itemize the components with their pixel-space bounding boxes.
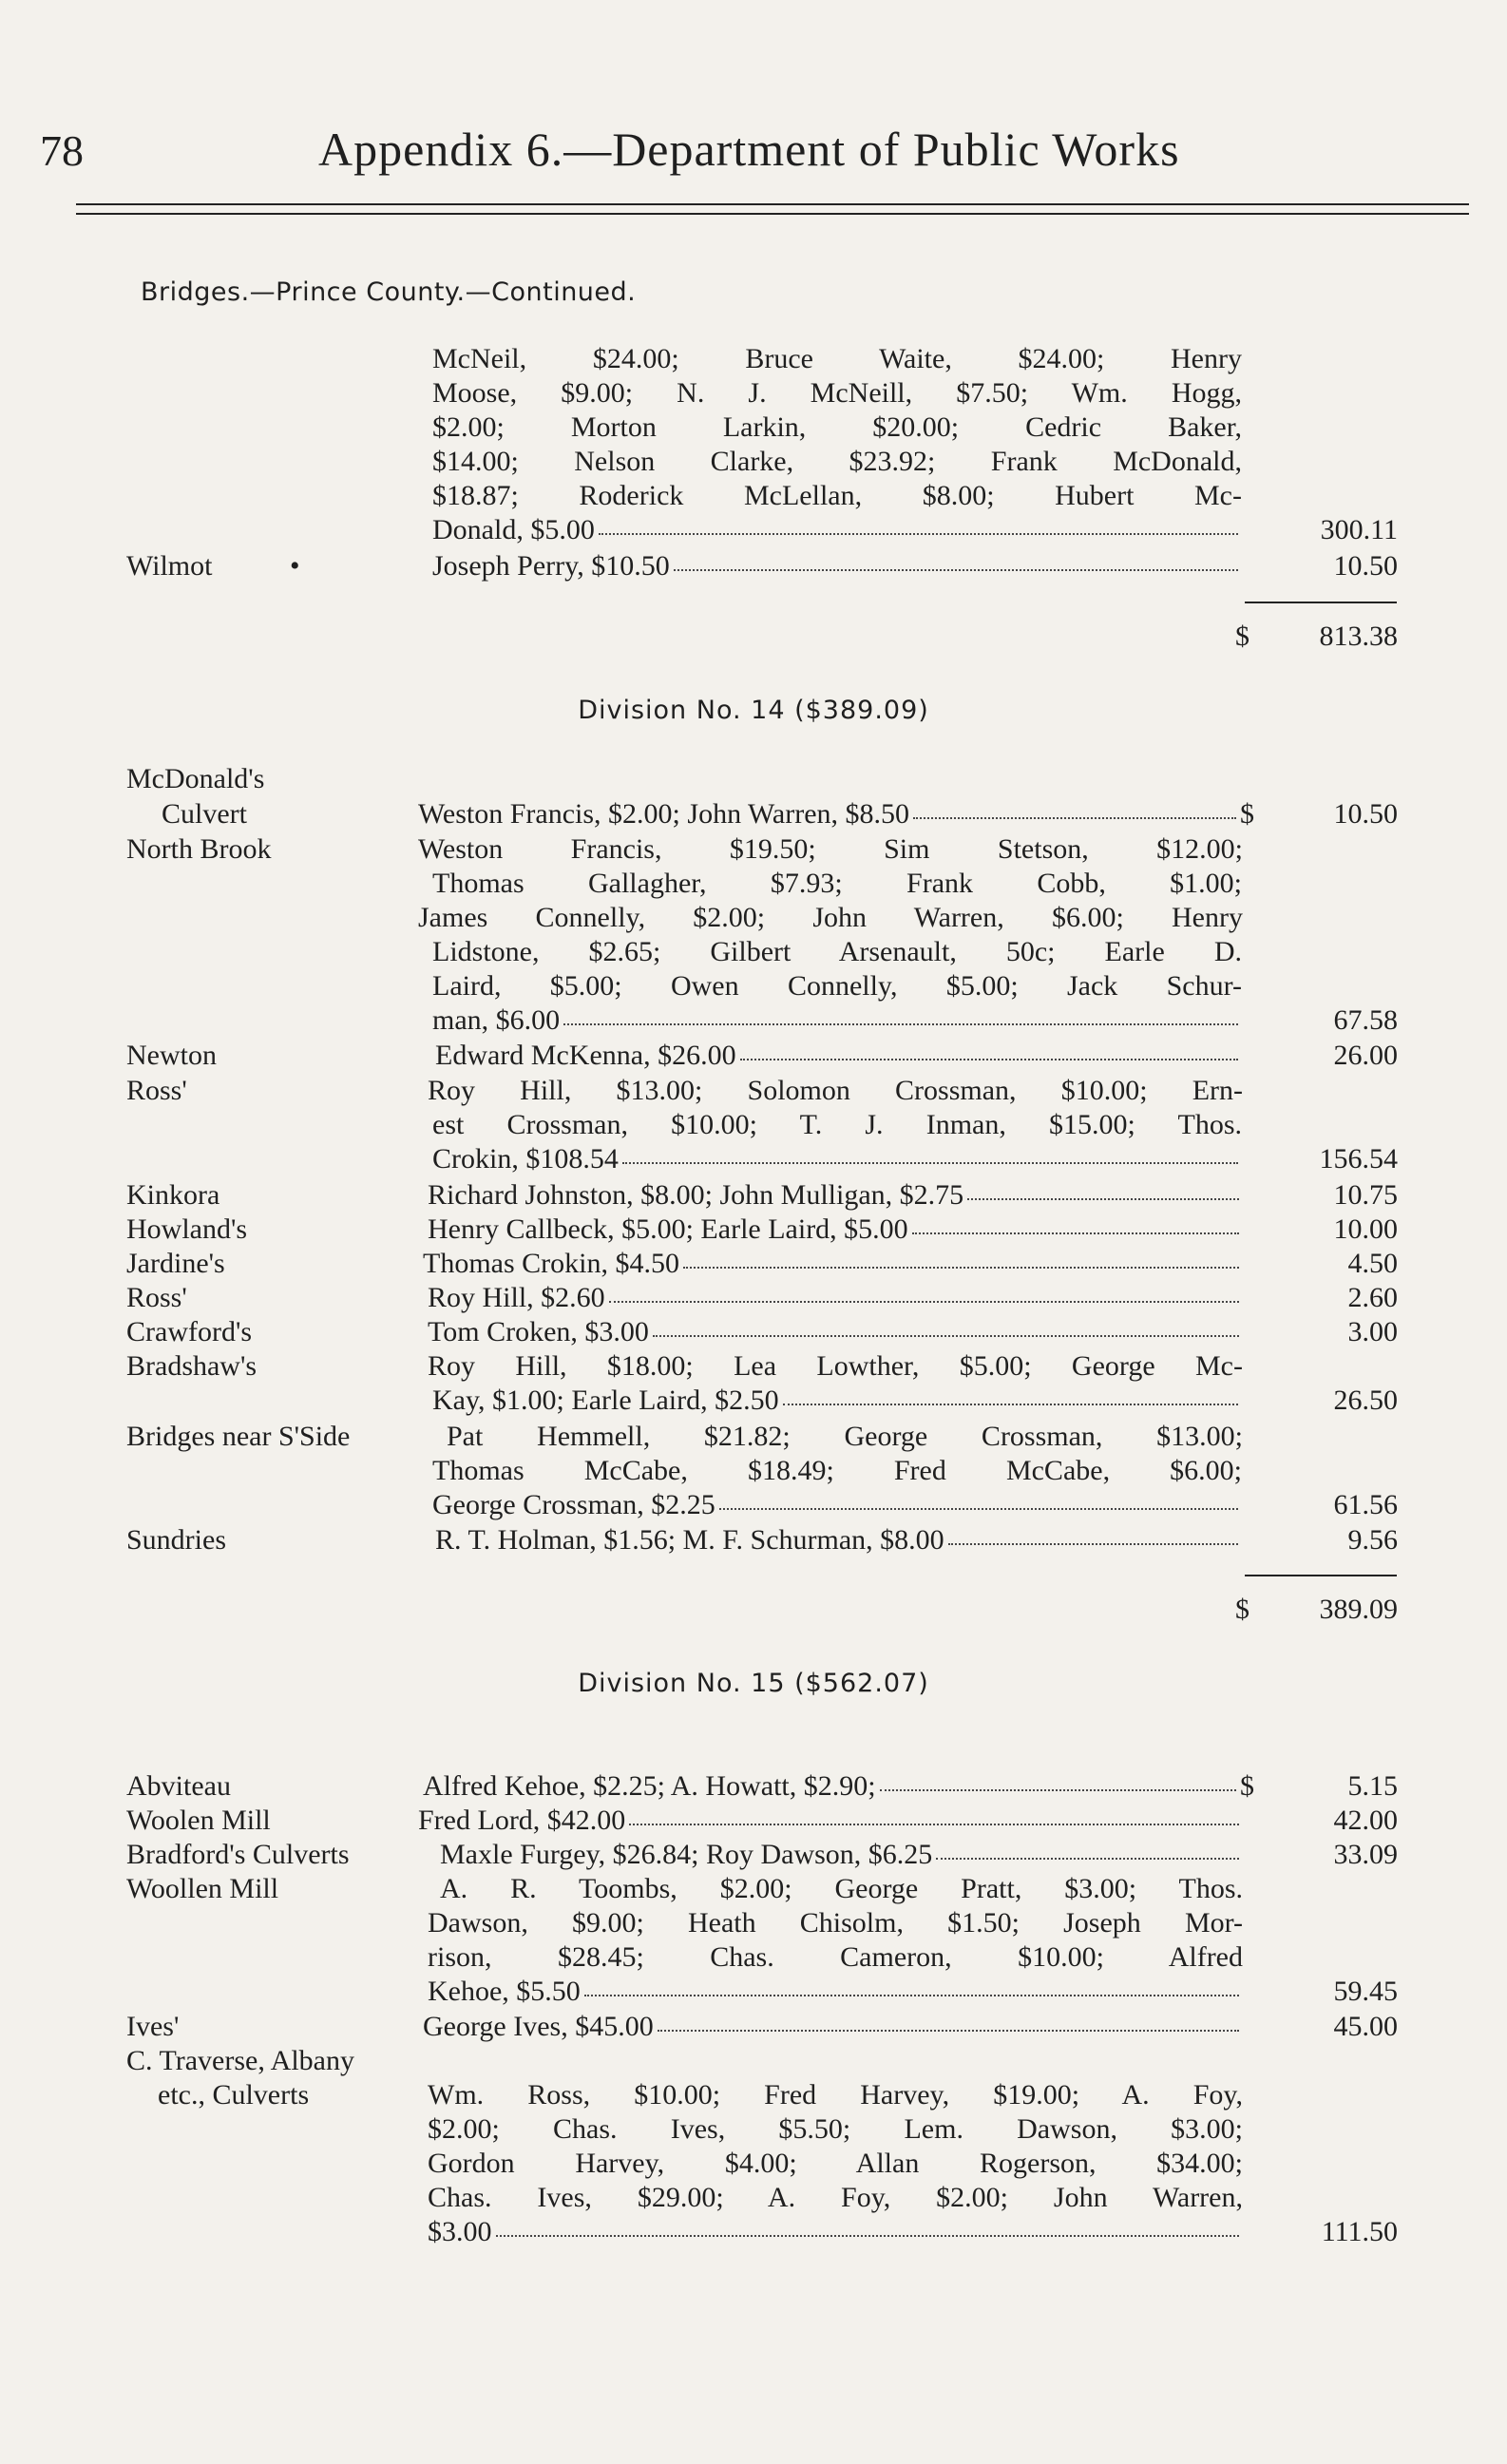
amount: 61.56 xyxy=(1333,1489,1398,1520)
amount: 42.00 xyxy=(1333,1805,1398,1836)
dot-leader xyxy=(563,1018,1238,1025)
location-label: Wilmot xyxy=(126,550,213,582)
location-label: Howland's xyxy=(126,1213,248,1245)
amount: 156.54 xyxy=(1319,1143,1398,1175)
location-label: Ross' xyxy=(126,1075,187,1106)
header-rule-bottom xyxy=(76,213,1469,215)
leader-line xyxy=(423,1247,1243,1281)
location-label: Kinkora xyxy=(126,1179,220,1211)
dot-leader xyxy=(629,1818,1239,1825)
leader-line xyxy=(440,1838,1243,1872)
dot-leader xyxy=(740,1053,1238,1060)
total-rule xyxy=(1245,602,1397,603)
text-line: Wm. Ross, $10.00; Fred Harvey, $19.00; A. Foy, xyxy=(428,2079,1243,2111)
leader-line xyxy=(435,1523,1242,1557)
text-line: Moose, $9.00; N. J. McNeill, $7.50; Wm. Hogg, xyxy=(432,377,1242,409)
text-line: rison, $28.45; Chas. Cameron, $10.00; Alfred xyxy=(428,1941,1243,1973)
dot-leader xyxy=(912,1227,1239,1234)
dot-leader xyxy=(496,2229,1240,2237)
amount: 5.15 xyxy=(1347,1770,1398,1802)
leader-text: Kay, $1.00; Earle Laird, $2.50 xyxy=(432,1385,779,1416)
leader-line xyxy=(428,1178,1243,1213)
text-line: Dawson, $9.00; Heath Chisolm, $1.50; Joseph Mor- xyxy=(428,1907,1243,1939)
dot-leader xyxy=(653,1329,1239,1337)
leader-text: Roy Hill, $2.60 xyxy=(428,1282,605,1313)
total-rule xyxy=(1245,1575,1397,1576)
location-label: etc., Culverts xyxy=(158,2079,310,2111)
dot-leader xyxy=(783,1398,1238,1405)
leader-text: Tom Croken, $3.00 xyxy=(428,1316,649,1347)
header-rule-top xyxy=(76,203,1469,205)
amount: 111.50 xyxy=(1321,2216,1398,2247)
leader-line xyxy=(418,1804,1243,1838)
amount: 10.50 xyxy=(1333,798,1398,830)
location-label: C. Traverse, Albany xyxy=(126,2045,354,2076)
leader-line xyxy=(428,1975,1243,2009)
dot-leader xyxy=(948,1538,1238,1545)
location-label: Abviteau xyxy=(126,1770,231,1802)
text-line: James Connelly, $2.00; John Warren, $6.00; Henry xyxy=(418,902,1243,933)
amount: 59.45 xyxy=(1333,1976,1398,2007)
location-label: Bradford's Culverts xyxy=(126,1839,350,1870)
text-line: Chas. Ives, $29.00; A. Foy, $2.00; John Warren, xyxy=(428,2182,1243,2213)
leader-text: Donald, $5.00 xyxy=(432,514,595,545)
dot-leader xyxy=(609,1295,1239,1303)
dot-leader xyxy=(584,1989,1239,1996)
text-line: Weston Francis, $19.50; Sim Stetson, $12.00; xyxy=(418,833,1243,865)
location-label: Woolen Mill xyxy=(126,1805,271,1836)
amount: 4.50 xyxy=(1347,1248,1398,1279)
amount: 10.00 xyxy=(1333,1213,1398,1245)
leader-line xyxy=(432,1003,1242,1038)
total-dollar: $ xyxy=(1235,1594,1249,1625)
leader-text: R. T. Holman, $1.56; M. F. Schurman, $8.00 xyxy=(435,1524,944,1556)
leader-text: Joseph Perry, $10.50 xyxy=(432,550,670,582)
location-label: Bridges near S'Side xyxy=(126,1421,351,1452)
dot-leader xyxy=(674,563,1238,571)
leader-line xyxy=(432,549,1242,583)
amount: 300.11 xyxy=(1320,514,1398,545)
text-line: $2.00; Morton Larkin, $20.00; Cedric Baker, xyxy=(432,411,1242,443)
location-label: Culvert xyxy=(162,798,247,830)
dot-leader xyxy=(719,1502,1238,1510)
dot-leader xyxy=(622,1156,1238,1164)
amount: 2.60 xyxy=(1347,1282,1398,1313)
location-label: Newton xyxy=(126,1040,217,1071)
page-number: 78 xyxy=(40,126,84,175)
amount: 3.00 xyxy=(1347,1316,1398,1347)
location-label: Bradshaw's xyxy=(126,1350,258,1382)
dot-leader xyxy=(880,1784,1236,1791)
bullet-mark: • xyxy=(290,550,300,582)
division-heading: Division No. 14 ($389.09) xyxy=(578,696,929,725)
leader-text: Henry Callbeck, $5.00; Earle Laird, $5.00 xyxy=(428,1213,908,1245)
leader-line xyxy=(432,1384,1242,1418)
location-label: Crawford's xyxy=(126,1316,253,1347)
amount: 45.00 xyxy=(1333,2011,1398,2042)
dot-leader xyxy=(936,1852,1239,1860)
text-line: Roy Hill, $18.00; Lea Lowther, $5.00; George Mc- xyxy=(428,1350,1243,1382)
amount: 10.75 xyxy=(1333,1179,1398,1211)
location-label: Woollen Mill xyxy=(126,1873,279,1904)
text-line: $18.87; Roderick McLellan, $8.00; Hubert Mc- xyxy=(432,480,1242,511)
leader-text: Maxle Furgey, $26.84; Roy Dawson, $6.25 xyxy=(440,1839,933,1870)
location-label: Ross' xyxy=(126,1282,187,1313)
leader-text: man, $6.00 xyxy=(432,1004,561,1036)
dot-leader xyxy=(599,527,1238,535)
text-line: $14.00; Nelson Clarke, $23.92; Frank McDonald, xyxy=(432,446,1242,477)
leader-line xyxy=(432,1142,1242,1176)
leader-text: George Crossman, $2.25 xyxy=(432,1489,715,1520)
location-label: North Brook xyxy=(126,833,272,865)
dot-leader xyxy=(913,812,1236,819)
leader-text: Fred Lord, $42.00 xyxy=(418,1805,626,1836)
leader-line xyxy=(428,2215,1243,2249)
text-line: Laird, $5.00; Owen Connelly, $5.00; Jack Schur- xyxy=(432,970,1242,1002)
leader-text: Crokin, $108.54 xyxy=(432,1143,619,1175)
total-amount: 813.38 xyxy=(1319,621,1398,652)
leader-text: Richard Johnston, $8.00; John Mulligan, $2.75 xyxy=(428,1179,964,1211)
text-line: Roy Hill, $13.00; Solomon Crossman, $10.00; Ern- xyxy=(428,1075,1243,1106)
text-line: Thomas McCabe, $18.49; Fred McCabe, $6.00; xyxy=(432,1455,1242,1486)
leader-line xyxy=(428,1213,1243,1247)
leader-line xyxy=(432,513,1242,547)
leader-line xyxy=(435,1039,1242,1073)
text-line: Thomas Gallagher, $7.93; Frank Cobb, $1.00; xyxy=(432,868,1242,899)
amount: 9.56 xyxy=(1347,1524,1398,1556)
leader-line xyxy=(418,797,1254,831)
leader-line xyxy=(432,1488,1242,1522)
dot-leader xyxy=(967,1193,1239,1200)
division-heading: Division No. 15 ($562.07) xyxy=(578,1669,929,1698)
section-heading: Bridges.—Prince County.—Continued. xyxy=(141,277,637,307)
dot-leader xyxy=(658,2024,1239,2032)
dollar-sign: $ xyxy=(1240,798,1254,830)
text-line: $2.00; Chas. Ives, $5.50; Lem. Dawson, $3.00; xyxy=(428,2113,1243,2145)
amount: 67.58 xyxy=(1333,1004,1398,1036)
text-line: Lidstone, $2.65; Gilbert Arsenault, 50c; Earle D. xyxy=(432,936,1242,967)
location-label: Jardine's xyxy=(126,1248,225,1279)
leader-text: Weston Francis, $2.00; John Warren, $8.50 xyxy=(418,798,910,830)
leader-text: George Ives, $45.00 xyxy=(423,2011,654,2042)
location-label: Sundries xyxy=(126,1524,226,1556)
text-line: Pat Hemmell, $21.82; George Crossman, $13.00; xyxy=(447,1421,1243,1452)
text-line: A. R. Toombs, $2.00; George Pratt, $3.00; Thos. xyxy=(440,1873,1243,1904)
text-line: McNeil, $24.00; Bruce Waite, $24.00; Henry xyxy=(432,343,1242,374)
dot-leader xyxy=(683,1261,1239,1269)
location-label: Ives' xyxy=(126,2011,180,2042)
leader-line xyxy=(423,1769,1254,1804)
leader-text: $3.00 xyxy=(428,2216,492,2247)
leader-text: Kehoe, $5.50 xyxy=(428,1976,581,2007)
text-line: Gordon Harvey, $4.00; Allan Rogerson, $34.00; xyxy=(428,2148,1243,2179)
leader-line xyxy=(423,2010,1243,2044)
dollar-sign: $ xyxy=(1240,1770,1254,1802)
total-dollar: $ xyxy=(1235,621,1249,652)
total-amount: 389.09 xyxy=(1319,1594,1398,1625)
leader-line xyxy=(428,1281,1243,1315)
leader-text: Alfred Kehoe, $2.25; A. Howatt, $2.90; xyxy=(423,1770,876,1802)
text-line: est Crossman, $10.00; T. J. Inman, $15.00; Thos. xyxy=(432,1109,1242,1140)
amount: 33.09 xyxy=(1333,1839,1398,1870)
amount: 26.50 xyxy=(1333,1385,1398,1416)
page-title: Appendix 6.—Department of Public Works xyxy=(318,123,1180,176)
location-label: McDonald's xyxy=(126,763,265,794)
leader-text: Thomas Crokin, $4.50 xyxy=(423,1248,679,1279)
amount: 26.00 xyxy=(1333,1040,1398,1071)
leader-text: Edward McKenna, $26.00 xyxy=(435,1040,736,1071)
leader-line xyxy=(428,1315,1243,1349)
amount: 10.50 xyxy=(1333,550,1398,582)
